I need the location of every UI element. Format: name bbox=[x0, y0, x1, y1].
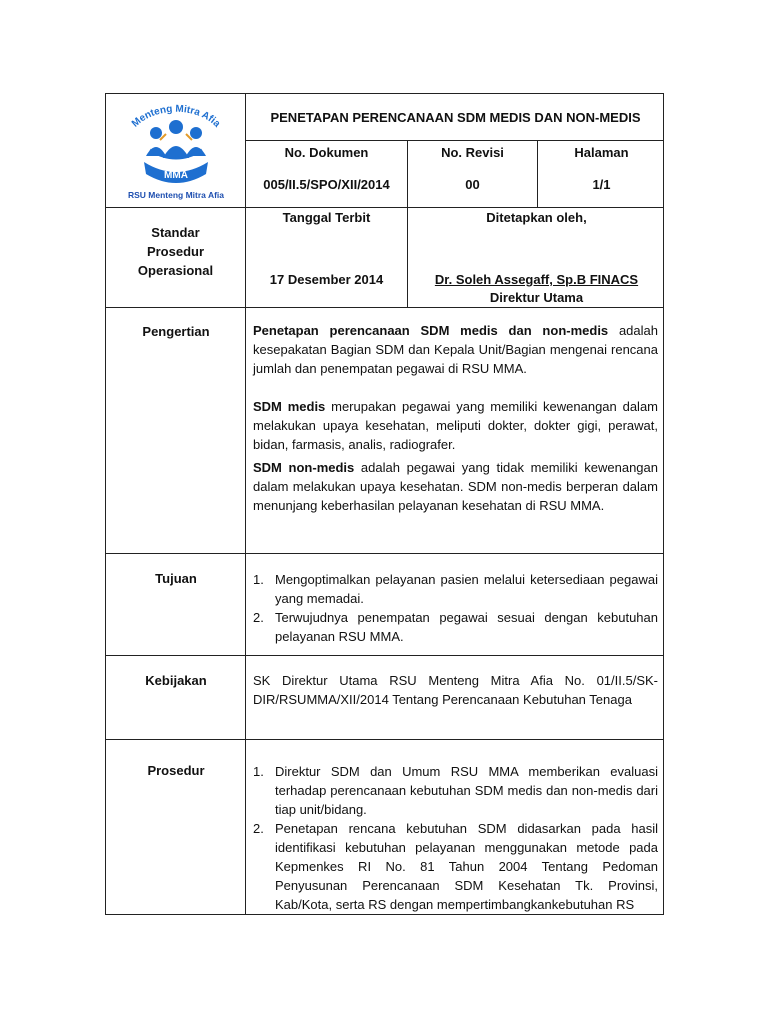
prosedur-item-text: Direktur SDM dan Umum RSU MMA memberikan evaluasi terhadap perencanaan kebutuhan SDM medis dan non-medis dari tiap unit/bidang. bbox=[275, 764, 658, 817]
doc-number-label: No. Dokumen bbox=[284, 145, 369, 160]
people-icon bbox=[146, 120, 206, 158]
issued-date-cell bbox=[246, 208, 408, 308]
approver-name: Dr. Soleh Assegaff, Sp.B FINACS bbox=[434, 272, 639, 287]
prosedur-item-text: Penetapan rencana kebutuhan SDM didasarkan pada hasil identifikasi kebutuhan pelayanan menggunakan metode pada Kepmenkes RI No. 81 Tahun 2004 Tentang Pedoman Penyusunan Perencanaan SDM Kesehatan Tk. Provinsi, Kab/Kota, serta RS dengan mempertimbangkankebutuhan RS bbox=[275, 821, 658, 912]
mma-badge bbox=[144, 162, 208, 183]
tujuan-item-number: 1. bbox=[253, 572, 264, 587]
doc-number-value: 005/II.5/SPO/XII/2014 bbox=[263, 177, 390, 192]
issued-date-label: Tanggal Terbit bbox=[282, 210, 371, 225]
title-cell bbox=[246, 94, 664, 141]
approval-label: Ditetapkan oleh, bbox=[486, 210, 587, 225]
pengertian-label-cell bbox=[106, 308, 246, 554]
sop-label-line-1: Standar bbox=[151, 225, 200, 240]
prosedur-item-number: 1. bbox=[253, 764, 264, 779]
prosedur-list bbox=[253, 762, 658, 914]
hospital-logo bbox=[106, 94, 246, 208]
pengertian-paragraph-1 bbox=[253, 321, 658, 378]
pengertian-term-3: SDM non-medis bbox=[253, 460, 355, 475]
pengertian-text-3: adalah pegawai yang tidak memiliki kewenangan dalam melakukan upaya kesehatan. SDM non-medis berperan dalam menunjang keberhasilan pelayanan kesehatan di RSU MMA. bbox=[253, 460, 658, 513]
prosedur-label: Prosedur bbox=[147, 763, 205, 778]
prosedur-label-cell bbox=[106, 740, 246, 915]
approver-title: Direktur Utama bbox=[489, 290, 584, 305]
pengertian-paragraph-3 bbox=[253, 458, 658, 515]
pengertian-term-2: SDM medis bbox=[253, 399, 326, 414]
tujuan-list bbox=[253, 570, 658, 646]
revision-label: No. Revisi bbox=[441, 145, 504, 160]
prosedur-content-cell bbox=[246, 740, 664, 915]
sop-label-line-3: Operasional bbox=[137, 263, 214, 278]
pengertian-text-1: adalah kesepakatan Bagian SDM dan Kepala Unit/Bagian mengenai rencana jumlah dan penempatan pegawai di RSU MMA. bbox=[253, 323, 658, 376]
sop-label-cell bbox=[106, 208, 246, 308]
tujuan-item bbox=[253, 608, 658, 646]
kebijakan-label: Kebijakan bbox=[145, 673, 207, 688]
doc-number-cell bbox=[246, 141, 408, 208]
page-cell bbox=[538, 141, 664, 208]
prosedur-item-number: 2. bbox=[253, 821, 264, 836]
prosedur-item bbox=[253, 762, 658, 819]
kebijakan-label-cell bbox=[106, 656, 246, 740]
revision-value: 00 bbox=[465, 177, 480, 192]
sop-label-line-2: Prosedur bbox=[146, 244, 205, 259]
kebijakan-content-cell bbox=[246, 656, 664, 740]
logo-caption: RSU Menteng Mitra Afia bbox=[127, 190, 225, 200]
kebijakan-text: SK Direktur Utama RSU Menteng Mitra Afia No. 01/II.5/SK-DIR/RSUMMA/XII/2014 Tentang Perencanaan Kebutuhan Tenaga bbox=[253, 673, 658, 707]
pengertian-paragraph-2 bbox=[253, 397, 658, 454]
svg-text:MMA: MMA bbox=[164, 170, 188, 181]
sop-table bbox=[105, 93, 664, 915]
pengertian-text-2: merupakan pegawai yang memiliki kewenangan dalam melakukan upaya kesehatan, meliputi dokter, dokter gigi, perawat, bidan, farmasis, analis, radiografer. bbox=[253, 399, 658, 452]
document-title: PENETAPAN PERENCANAAN SDM MEDIS DAN NON-MEDIS bbox=[270, 110, 641, 125]
tujuan-label-cell bbox=[106, 554, 246, 656]
pengertian-content-cell bbox=[246, 308, 664, 554]
page-value: 1/1 bbox=[592, 177, 611, 192]
approval-cell bbox=[408, 208, 664, 308]
logo-arc-text: Menteng Mitra Afia bbox=[129, 103, 223, 130]
page-label: Halaman bbox=[574, 145, 629, 160]
tujuan-label: Tujuan bbox=[155, 571, 197, 586]
tujuan-item-text: Terwujudnya penempatan pegawai sesuai dengan kebutuhan pelayanan RSU MMA. bbox=[275, 610, 658, 644]
tujuan-item-text: Mengoptimalkan pelayanan pasien melalui ketersediaan pegawai yang memadai. bbox=[275, 572, 658, 606]
tujuan-item-number: 2. bbox=[253, 610, 264, 625]
tujuan-item bbox=[253, 570, 658, 608]
logo-cell bbox=[106, 94, 246, 208]
issued-date-value: 17 Desember 2014 bbox=[269, 272, 384, 287]
revision-cell bbox=[408, 141, 538, 208]
pengertian-label: Pengertian bbox=[142, 324, 210, 339]
tujuan-content-cell bbox=[246, 554, 664, 656]
prosedur-item bbox=[253, 819, 658, 914]
pengertian-term-1: Penetapan perencanaan SDM medis dan non-medis bbox=[253, 323, 609, 338]
